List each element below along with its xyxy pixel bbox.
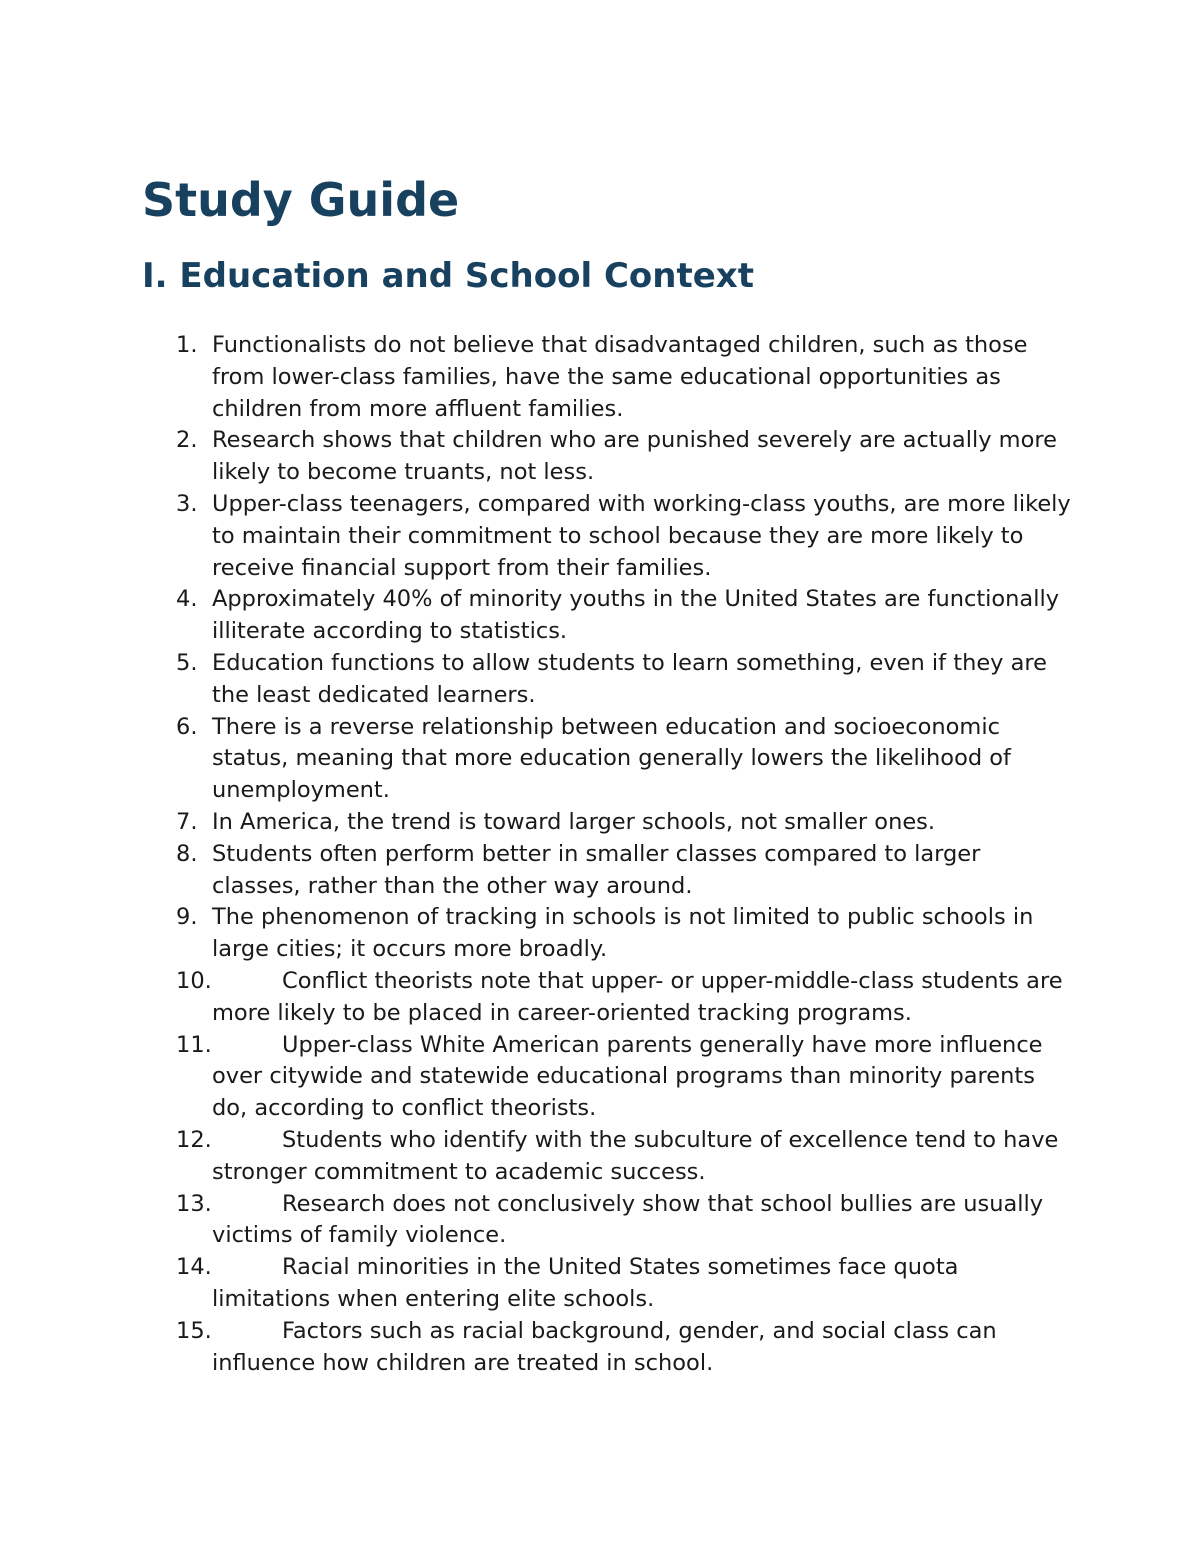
item-text: Upper-class White American parents generally have more influence over citywide and statewide educational programs than minority parents do, according to conflict theorists. xyxy=(212,1031,1043,1122)
item-number: 13. xyxy=(176,1190,212,1217)
item-number: 11. xyxy=(176,1031,212,1058)
section-heading: I. Education and School Context xyxy=(142,256,754,296)
list-item xyxy=(142,902,1072,966)
item-text: Students who identify with the subculture of excellence tend to have stronger commitment to academic success. xyxy=(212,1126,1059,1185)
item-text: The phenomenon of tracking in schools is not limited to public schools in large cities; it occurs more broadly. xyxy=(212,904,1034,963)
list-item xyxy=(142,489,1072,584)
item-number: 9. xyxy=(176,904,198,931)
document-content xyxy=(142,170,1072,1379)
item-text: Factors such as racial background, gender, and social class can influence how children are treated in school. xyxy=(212,1317,997,1376)
item-number: 10. xyxy=(176,967,212,994)
list-item xyxy=(142,839,1072,903)
item-text: Approximately 40% of minority youths in the United States are functionally illiterate according to statistics. xyxy=(212,586,1060,645)
item-text: Functionalists do not believe that disadvantaged children, such as those from lower-class families, have the same educational opportunities as children from more affluent families. xyxy=(212,332,1028,422)
item-number: 8. xyxy=(176,840,198,867)
item-text: Upper-class teenagers, compared with working-class youths, are more likely to maintain their commitment to school because they are more likely to receive financial support from their families. xyxy=(212,490,1071,581)
list-item xyxy=(142,1125,1072,1189)
item-number: 12. xyxy=(176,1126,212,1153)
item-text: In America, the trend is toward larger schools, not smaller ones. xyxy=(212,808,936,835)
item-number: 5. xyxy=(176,649,198,676)
list-item xyxy=(142,648,1072,712)
list-item xyxy=(142,807,1072,839)
document-title: Study Guide xyxy=(142,173,460,227)
item-number: 1. xyxy=(176,332,198,358)
item-text: There is a reverse relationship between education and socioeconomic status, meaning that more education generally lowers the likelihood of unemployment. xyxy=(212,713,1011,804)
item-number: 6. xyxy=(176,713,198,740)
list-item xyxy=(142,425,1072,489)
item-number: 4. xyxy=(176,586,198,613)
item-text: Racial minorities in the United States sometimes face quota limitations when entering elite schools. xyxy=(212,1254,959,1312)
list-item xyxy=(142,330,1072,425)
item-number: 7. xyxy=(176,808,198,835)
item-number: 14. xyxy=(176,1254,212,1281)
list-item xyxy=(142,1252,1072,1316)
list-item xyxy=(142,1030,1072,1125)
item-number: 15. xyxy=(176,1317,212,1344)
list-item xyxy=(142,584,1072,648)
list-item xyxy=(142,712,1072,807)
item-text: Research does not conclusively show that school bullies are usually victims of family violence. xyxy=(212,1190,1044,1249)
study-items-list xyxy=(142,330,1072,1379)
item-text: Research shows that children who are punished severely are actually more likely to become truants, not less. xyxy=(212,427,1057,486)
list-item xyxy=(142,1189,1072,1253)
item-number: 2. xyxy=(176,427,198,454)
list-item xyxy=(142,966,1072,1030)
item-text: Education functions to allow students to learn something, even if they are the least dedicated learners. xyxy=(212,649,1048,708)
item-text: Conflict theorists note that upper- or upper-middle-class students are more likely to be placed in career-oriented tracking programs. xyxy=(212,967,1063,1026)
item-number: 3. xyxy=(176,490,198,517)
item-text: Students often perform better in smaller classes compared to larger classes, rather than the other way around. xyxy=(212,840,981,899)
list-item xyxy=(142,1316,1072,1380)
